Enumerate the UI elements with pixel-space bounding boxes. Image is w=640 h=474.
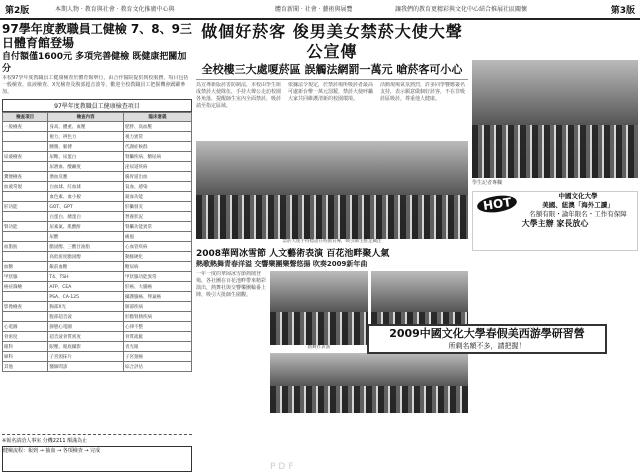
table-cell: GOT、GPT xyxy=(48,202,124,212)
subhead: 全校樓三大處嗄菸區 誤觸法網罰一萬元 嗆菸客可小心 xyxy=(196,62,468,80)
ad-line: 中國文化大學 xyxy=(558,192,598,200)
table-cell: 視力、辨色力 xyxy=(48,132,124,142)
table-cell: 動脈硬化 xyxy=(123,252,191,262)
table-cell: 營養狀況 xyxy=(123,212,191,222)
table-cell: 高低密度膽固醇 xyxy=(48,252,124,262)
table-cell xyxy=(3,142,48,152)
table-cell: 貧血、感染 xyxy=(123,182,191,192)
table-cell: 甲狀腺 xyxy=(3,272,48,282)
banner-subtitle: 所剩名額不多，請把握！ xyxy=(448,342,526,350)
table-cell: 糖尿病 xyxy=(123,262,191,272)
watermark: PDF xyxy=(270,462,297,472)
table-row xyxy=(3,142,192,152)
ad-line: 大學主辦 家長放心 xyxy=(521,219,589,228)
table-cell: 眼壓、眼底攝影 xyxy=(48,342,124,352)
table-cell: 糞便檢查 xyxy=(3,172,48,182)
table-row xyxy=(3,232,192,242)
newspaper-spread xyxy=(0,22,640,474)
table-row xyxy=(3,212,192,222)
table-cell: 超音波骨質密度 xyxy=(48,332,124,342)
table-row xyxy=(3,322,192,332)
table-cell: 眼科 xyxy=(3,342,48,352)
table-cell: 尿素氮、肌酸酐 xyxy=(48,222,124,232)
festival-subhead: 熱歌熱舞青春洋溢 交響樂團樂聲悠揚 吹奏2009新年曲 xyxy=(196,260,368,268)
table-cell: 青光眼 xyxy=(123,342,191,352)
table-header: 檢查內容 xyxy=(48,113,124,122)
table-row xyxy=(3,362,192,372)
table-cell: 心律不整 xyxy=(123,322,191,332)
table-cell: 飯前血糖 xyxy=(48,262,124,272)
table-cell: 腰圍、脈搏 xyxy=(48,142,124,152)
table-cell: T4、TSH xyxy=(48,272,124,282)
table-cell: 視力異常 xyxy=(123,132,191,142)
table-row xyxy=(3,182,192,192)
paragraph: 為宣導新版菸害防制法，本校由學生組成禁菸大使隊伍，手持大聲公走訪校園各角落，提醒師生室內全面禁菸，吸菸請至指定區域。 xyxy=(196,82,282,109)
table-cell: 潛血反應 xyxy=(48,172,124,182)
study-tour-banner xyxy=(367,324,607,354)
table-row xyxy=(3,282,192,292)
table-cell: 白蛋白、總蛋白 xyxy=(48,212,124,222)
paragraph: 依據法令規定，於禁菸場所吸菸者最高可處新台幣一萬元罰鍰，禁菸大使呼籲大家共同維護清新的校園環境。 xyxy=(288,82,374,102)
table-cell xyxy=(3,162,48,172)
table-row xyxy=(3,242,192,252)
page-header xyxy=(0,0,640,20)
table-row xyxy=(3,302,192,312)
article-title: 97學年度教職員工健檢 7、8、9三日體育館登場 xyxy=(2,22,192,50)
article-subtitle: 自付額僅1600元 多項完善健檢 既健康把關加分 xyxy=(2,52,187,74)
table-cell: 心電圖 xyxy=(3,322,48,332)
table-cell: 綜合評估 xyxy=(123,362,191,372)
ad-line: 美國、紐澳「海外工讀」 xyxy=(542,201,614,209)
hot-badge: HOT xyxy=(476,193,518,214)
side-label: 學生記者專欄 xyxy=(472,180,503,186)
table-cell: 腸胃道出血 xyxy=(123,172,191,182)
table-row xyxy=(3,332,192,342)
health-check-table xyxy=(2,112,192,372)
table-cell: 痛風 xyxy=(123,232,191,242)
table-cell: 肺部疾病 xyxy=(123,302,191,312)
table-cell: 甲狀腺功能異常 xyxy=(123,272,191,282)
table-cell: 肝膽腎胰疾病 xyxy=(123,312,191,322)
table-cell: 婦科 xyxy=(3,352,48,362)
table-cell: 血糖 xyxy=(3,262,48,272)
table-cell: 腎臟功能異常 xyxy=(123,222,191,232)
table-row xyxy=(3,152,192,162)
table-row xyxy=(3,202,192,212)
table-cell xyxy=(3,232,48,242)
table-cell: 白血球、紅血球 xyxy=(48,182,124,192)
table-cell: 尿酸 xyxy=(48,232,124,242)
table-cell: 尿液檢查 xyxy=(3,152,48,162)
table-title: 97學年度教職員工健康檢查項目 xyxy=(2,99,192,112)
page-number-left: 第2版 xyxy=(5,6,30,16)
table-cell: 胸部X光 xyxy=(48,302,124,312)
paragraph: 活動現場氣氛熱烈，許多同學響應簽名支持，表示願意做個好菸客，不在非吸菸區吸菸，尊重他人健康。 xyxy=(380,82,466,102)
table-cell xyxy=(3,212,48,222)
table-cell: 其他 xyxy=(3,362,48,372)
table-cell: 肥胖、高血壓 xyxy=(123,122,191,132)
section-tags-right: 體育新聞 · 社會 · 藝術與展覽 xyxy=(275,6,353,13)
table-cell: 癌症篩檢 xyxy=(3,282,48,292)
paragraph: 一年一度的華岡冰雪節熱鬧登場，各社團在百花池畔帶來精彩演出，熱舞社與交響樂團輪番上陣，吸引大批師生圍觀。 xyxy=(196,271,266,298)
festival-headline: 2008華岡冰雪節 人文藝術表演 百花池畔聚人氣 xyxy=(196,249,390,259)
table-cell: 子宮頸抹片 xyxy=(48,352,124,362)
table-row xyxy=(3,262,192,272)
table-cell: 子宮頸癌 xyxy=(123,352,191,362)
table-row xyxy=(3,162,192,172)
table-cell: 骨質疏鬆 xyxy=(123,332,191,342)
table-row xyxy=(3,342,192,352)
table-header: 臨床意義 xyxy=(123,113,191,122)
table-cell: 肝臟發炎 xyxy=(123,202,191,212)
table-row xyxy=(3,312,192,322)
protest-photo xyxy=(472,60,638,178)
table-cell: 血色素、血小板 xyxy=(48,192,124,202)
table-cell xyxy=(3,292,48,302)
table-cell: 骨密度 xyxy=(3,332,48,342)
table-cell: 攝護腺癌、卵巢癌 xyxy=(123,292,191,302)
footer-note: ※報名請洽人事室 分機2211 額滿為止 xyxy=(2,438,88,444)
table-row xyxy=(3,222,192,232)
table-cell: 血液常規 xyxy=(3,182,48,192)
table-row xyxy=(3,122,192,132)
table-cell: 身高、體重、血壓 xyxy=(48,122,124,132)
right-column xyxy=(472,22,638,474)
header-slogan: 讓我們的教育更精彩與文化中心結合推展社區關懷 xyxy=(395,6,528,13)
work-abroad-ad xyxy=(472,191,638,251)
photo-caption: 熱舞社表演 xyxy=(307,345,330,350)
banner-title: 2009中國文化大學春假美西游學研習營 xyxy=(389,327,585,340)
table-cell: 腎功能 xyxy=(3,222,48,232)
table-cell: 醫師問診 xyxy=(48,362,124,372)
table-row xyxy=(3,292,192,302)
table-cell: 靜態心電圖 xyxy=(48,322,124,332)
table-cell: 尿潛血、酸鹼度 xyxy=(48,162,124,172)
footer-box: 健檢流程：報到 → 抽血 → 各項檢查 → 完成 xyxy=(2,446,192,472)
table-cell: 一般檢查 xyxy=(3,122,48,132)
table-row xyxy=(3,272,192,282)
table-cell: 膽固醇、三酸甘油脂 xyxy=(48,242,124,252)
page-number-right: 第3版 xyxy=(610,6,635,16)
table-row xyxy=(3,352,192,362)
dance-photo xyxy=(270,271,368,345)
table-cell: 影像檢查 xyxy=(3,302,48,312)
table-cell: 肝功能 xyxy=(3,202,48,212)
table-cell: 腎臟疾病、糖尿病 xyxy=(123,152,191,162)
table-cell: 血脂肪 xyxy=(3,242,48,252)
table-row xyxy=(3,252,192,262)
table-cell xyxy=(3,312,48,322)
table-cell: 肝癌、大腸癌 xyxy=(123,282,191,292)
section-tags-left: 本期人物 · 教育與社會 · 教育文化推廣中心與 xyxy=(55,6,175,13)
table-cell xyxy=(3,132,48,142)
table-cell xyxy=(3,252,48,262)
table-cell: 代謝症候群 xyxy=(123,142,191,152)
headline: 做個好菸客 俊男美女禁菸大使大聲公宣傳 xyxy=(201,22,463,61)
table-cell: AFP、CEA xyxy=(48,282,124,292)
anti-smoking-article xyxy=(196,22,468,474)
table-row xyxy=(3,192,192,202)
table-cell xyxy=(3,192,48,202)
table-cell: 腹部超音波 xyxy=(48,312,124,322)
ad-line: 名額有限・論年限名・工作有保障 xyxy=(529,210,627,218)
table-cell: 尿糖、尿蛋白 xyxy=(48,152,124,162)
crowd-photo xyxy=(270,353,468,413)
health-check-article xyxy=(2,22,192,474)
campaign-photo xyxy=(196,141,468,239)
article-footer xyxy=(2,434,192,474)
table-cell: 泌尿道疾病 xyxy=(123,162,191,172)
table-header-row xyxy=(3,113,192,122)
table-row xyxy=(3,132,192,142)
table-cell: 心血管疾病 xyxy=(123,242,191,252)
table-header: 檢查項目 xyxy=(3,113,48,122)
article-body xyxy=(196,82,468,138)
table-cell: 凝血功能 xyxy=(123,192,191,202)
table-row xyxy=(3,172,192,182)
article-intro: 本校97學年度教職員工健康檢查於體育館舉行，由合作醫院提供到校服務，項目包括一般檢查、血液檢查、X光檢查及腹部超音波等，歡迎全校教職員工把握機會踴躍參加。 xyxy=(2,75,189,95)
table-cell: PSA、CA-125 xyxy=(48,292,124,302)
photo-caption: 禁菸大使手持標語在校園宣導，吸引師生駐足關注 xyxy=(282,239,382,244)
